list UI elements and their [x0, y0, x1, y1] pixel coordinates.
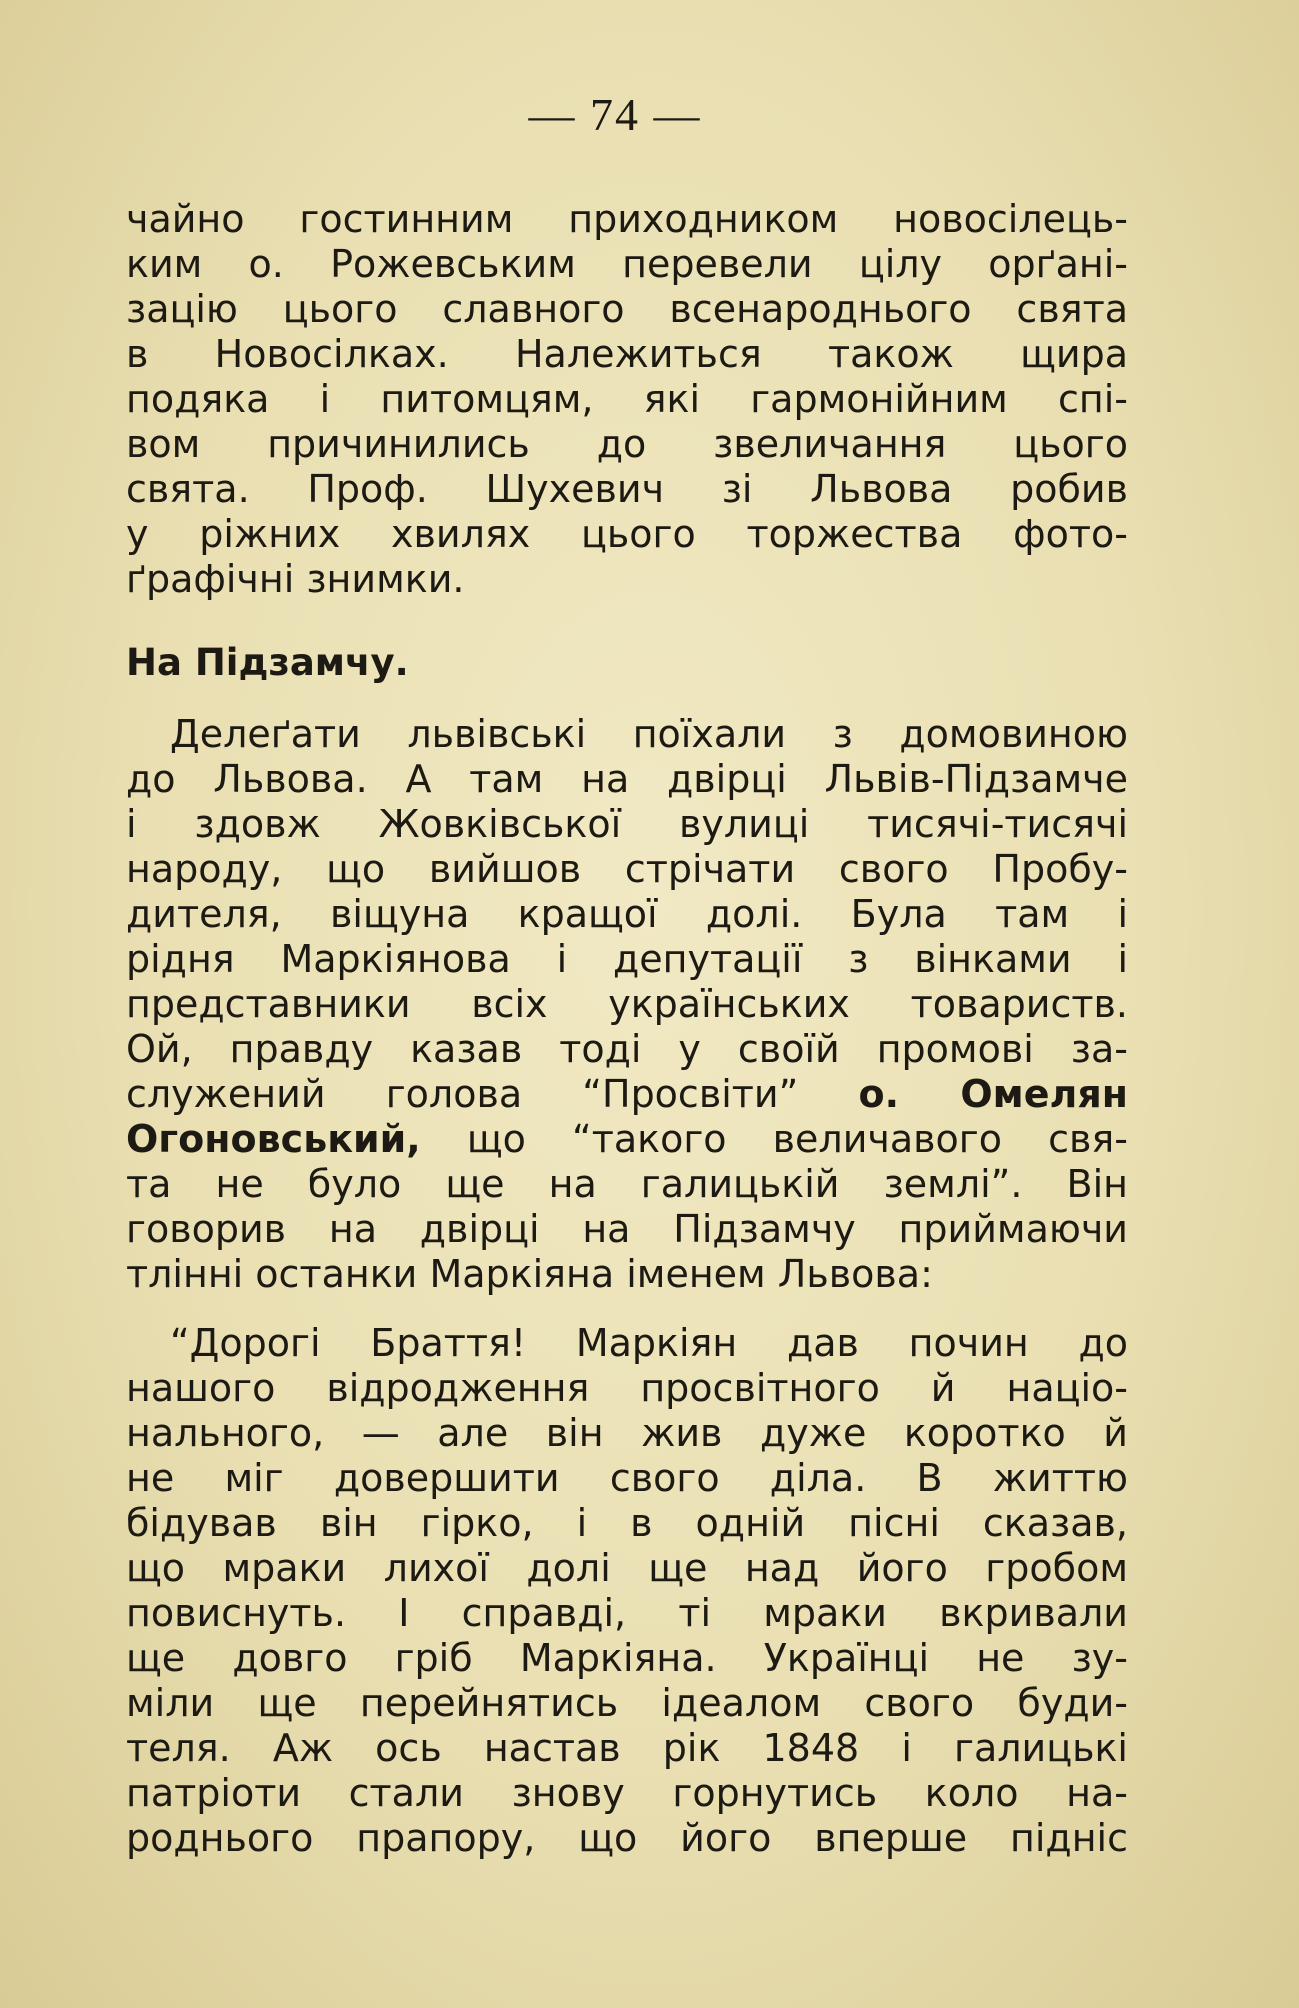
- paragraph-3: [126, 1321, 1128, 1861]
- text-line: до Львова. А там на двірці Львів-Підзамче: [126, 757, 1128, 801]
- text-line: ще довго гріб Маркіяна. Українці не зу-: [126, 1636, 1128, 1680]
- text-line: і здовж Жовківської вулиці тисячі-тисячі: [126, 802, 1128, 846]
- text-line: зацію цього славного всенароднього свята: [126, 287, 1128, 331]
- text-line-mixed: [126, 1072, 1128, 1117]
- text-line: Делеґати львівські поїхали з домовиною: [170, 712, 1128, 756]
- text-line: представники всіх українських товариств.: [126, 982, 1128, 1026]
- bold-name: о. Омелян: [858, 1072, 1128, 1116]
- text-line: свята. Проф. Шухевич зі Львова робив: [126, 467, 1128, 511]
- text-line: у ріжних хвилях цього торжества фото-: [126, 512, 1128, 556]
- text-line: ґрафічні знимки.: [126, 557, 465, 601]
- text-line: роднього прапору, що його вперше підніс: [126, 1816, 1128, 1860]
- text-line: та не було ще на галицькій землі”. Він: [126, 1162, 1128, 1206]
- text-line: “Дорогі Браття! Маркіян дав почин до: [170, 1321, 1128, 1365]
- text-line: що мраки лихої долі ще над його гробом: [126, 1546, 1128, 1590]
- text-line: повиснуть. І справді, ті мраки вкривали: [126, 1591, 1128, 1635]
- page-number: — 74 —: [528, 89, 702, 140]
- text-line: патріоти стали знову горнутись коло на-: [126, 1771, 1128, 1815]
- section-heading: На Підзамчу.: [126, 641, 409, 684]
- text-line: ким о. Рожевським перевели цілу орґані-: [126, 242, 1128, 286]
- text-line: теля. Аж ось настав рік 1848 і галицькі: [126, 1726, 1128, 1770]
- text-line: дителя, віщуна кращої долі. Була там і: [126, 892, 1128, 936]
- text-line: нального, — але він жив дуже коротко й: [126, 1411, 1128, 1455]
- paragraph-1: [126, 197, 1128, 602]
- text-line: рідня Маркіянова і депутації з вінками і: [126, 937, 1128, 981]
- text-line: чайно гостинним приходником новосілець-: [126, 197, 1128, 241]
- text-line: народу, що вийшов стрічати свого Пробу-: [126, 847, 1128, 891]
- text-line: подяка і питомцям, які гармонійним спі-: [126, 377, 1128, 421]
- text-line: вом причинились до звеличання цього: [126, 422, 1128, 466]
- text-line: тлінні останки Маркіяна іменем Львова:: [126, 1252, 933, 1296]
- text-line: не міг довершити свого діла. В життю: [126, 1456, 1128, 1500]
- text-line: Ой, правду казав тоді у своїй промові за-: [126, 1027, 1128, 1071]
- text-line: бідував він гірко, і в одній пісні сказав,: [126, 1501, 1128, 1545]
- text-run: служений голова “Просвіти”: [126, 1072, 799, 1116]
- text-line: в Новосілках. Належиться також щира: [126, 332, 1128, 376]
- bold-name: Огоновський,: [126, 1117, 421, 1161]
- text-line: міли ще перейнятись ідеалом свого буди-: [126, 1681, 1128, 1725]
- paragraph-2: [126, 712, 1128, 1297]
- text-run: що “такого величавого свя-: [466, 1117, 1128, 1161]
- text-line: говорив на двірці на Підзамчу приймаючи: [126, 1207, 1128, 1251]
- text-line-mixed: [126, 1117, 1128, 1162]
- text-line: нашого відродження просвітного й націо-: [126, 1366, 1128, 1410]
